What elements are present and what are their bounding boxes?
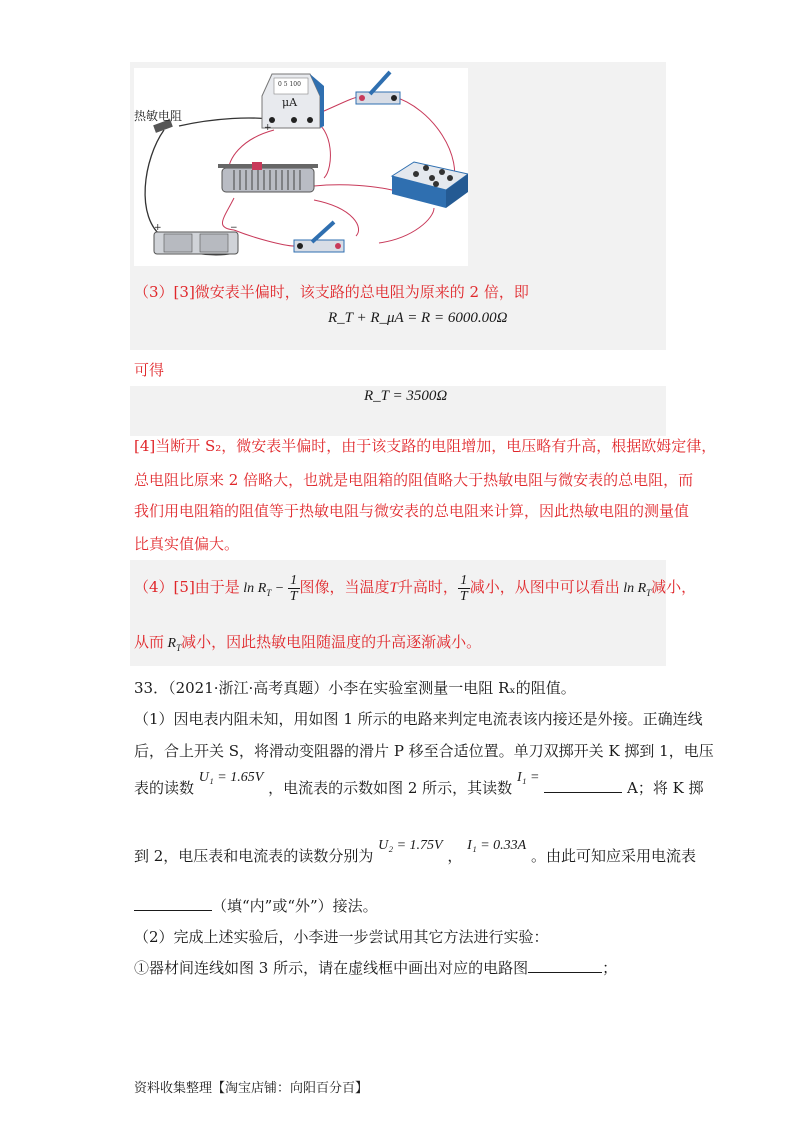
svg-text:−: − (230, 223, 238, 233)
question-33-line-2: 后，合上开关 S，将滑动变阻器的滑片 P 移至合适位置。单刀双掷开关 K 掷到 1，电压 (134, 742, 714, 760)
solution-4-line-2: 总电阻比原来 2 倍略大，也就是电阻箱的阻值略大于热敏电阻与微安表的总电阻，而 (134, 471, 694, 489)
solution-5-line-1: （4）[5]由于是 $\ln R_T$ − $\frac{1}{T}$ 图像，当温度T升高时， $\frac{1}{T}$ 减小，从图中可以看出 $\ln R_T$减小， (134, 572, 697, 604)
solution-4-line-4: 比真实值偏大。 (134, 535, 240, 553)
solution-4-line-1: [4]当断开 S₂，微安表半偏时，由于该支路的电阻增加，电压略有升高，根据欧姆定律， (134, 437, 717, 455)
solution-5-line-2: 从而 $R_T$减小，因此热敏电阻随温度的升高逐渐减小。 (134, 633, 482, 653)
switch-icon-top (356, 72, 400, 104)
answer-blank-3[interactable] (528, 972, 602, 973)
question-33-line-3: 表的读数 U₁ = 1.65V ，电流表的示数如图 2 所示，其读数 I₁ = A；将 K 掷 (134, 770, 704, 797)
question-33-line-6: （2）完成上述实验后，小李进一步尝试用其它方法进行实验： (134, 928, 549, 946)
answer-blank-2[interactable] (134, 910, 212, 911)
solution-4-line-3: 我们用电阻箱的阻值等于热敏电阻与微安表的总电阻来计算，因此热敏电阻的测量值 (134, 502, 690, 520)
solution-3-text: （3）[3]微安表半偏时，该支路的总电阻为原来的 2 倍，即 (134, 283, 529, 301)
circuit-diagram (134, 68, 468, 266)
svg-text:μA: μA (282, 96, 298, 109)
question-33-line-7: ①器材间连线如图 3 所示，请在虚线框中画出对应的电路图 ； (134, 959, 618, 977)
resistance-box-icon (392, 162, 468, 208)
microammeter-icon (262, 74, 324, 133)
question-33-head: 33．（2021·浙江·高考真题）小李在实验室测量一电阻 Rₓ的阻值。 (134, 679, 576, 697)
question-33-line-1: （1）因电表内阻未知，用如图 1 所示的电路来判定电流表该内接还是外接。正确连线 (134, 710, 703, 728)
answer-blank-1[interactable] (544, 792, 622, 793)
question-33-line-5: （填“内”或“外”）接法。 (134, 896, 378, 916)
kede-text: 可得 (134, 361, 165, 379)
equation-1: R_T + R_μA = R = 6000.00Ω (328, 310, 508, 326)
circuit-figure (134, 68, 468, 266)
question-33-line-4: 到 2，电压表和电流表的读数分别为 U₂ = 1.75V ， I₁ = 0.33A 。由此可知应采用电流表 (134, 838, 696, 865)
rheostat-icon (218, 162, 318, 192)
svg-text:+: + (154, 223, 162, 233)
footer-text: 资料收集整理【淘宝店铺：向阳百分百】 (134, 1081, 369, 1096)
svg-text:+: + (264, 123, 272, 133)
thermistor-label: 热敏电阻 (134, 109, 183, 123)
switch-icon-bottom (294, 222, 344, 252)
equation-2: R_T = 3500Ω (364, 388, 448, 404)
svg-text:0 5 100: 0 5 100 (278, 81, 301, 88)
